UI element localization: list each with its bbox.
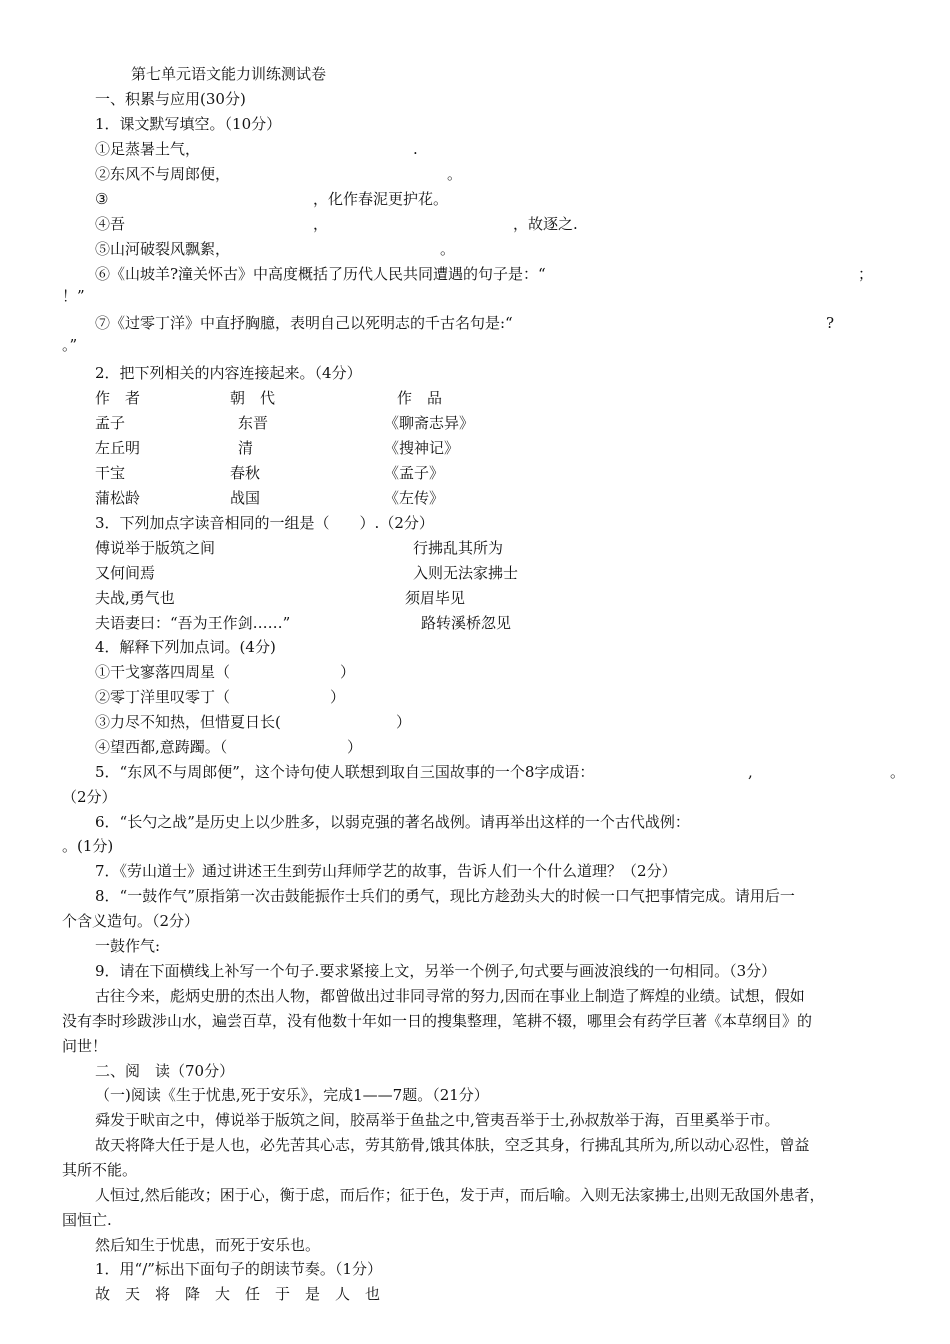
question-title: 2．把下列相关的内容连接起来。（4分） [95, 364, 362, 382]
fill-item: ④吾 [95, 215, 126, 233]
fill-item: ②东风不与周郎便， [95, 165, 231, 183]
subsection-heading: （一)阅读《生于忧患,死于安乐》，完成1——7题。（21分） [95, 1086, 489, 1104]
passage-line: 故天将降大任于是人也，必先苦其心志，劳其筋骨,饿其体肤，空乏其身，行拂乱其所为,所以动心忍性，曾益 [95, 1136, 810, 1154]
option-right: 须眉毕见 [405, 589, 466, 607]
fill-item-end: 。 [447, 165, 463, 183]
fill-item: ⑤山河破裂风飘絮， [95, 240, 231, 258]
option-left: 夫语妻曰：“吾为王作剑……” [95, 614, 291, 632]
fill-item: ③ [95, 190, 109, 208]
passage-line: 国恒亡. [62, 1211, 112, 1229]
explain-item: ①干戈寥落四周星（ [95, 663, 231, 681]
page-title: 第七单元语文能力训练测试卷 [131, 65, 327, 83]
fill-item-end: 。” [62, 336, 78, 354]
fill-item: ①足蒸暑土气， [95, 140, 201, 158]
match-author: 蒲松龄 [95, 489, 141, 507]
fill-item-end: ，故逐之. [513, 215, 578, 233]
section-heading: 二、阅 读（70分） [95, 1062, 235, 1080]
question-score: （2分） [62, 788, 117, 806]
paragraph-line: 问世！ [62, 1037, 108, 1055]
match-work: 《搜神记》 [384, 439, 460, 457]
match-work: 《孟子》 [384, 464, 445, 482]
explain-close: ） [347, 738, 363, 756]
question-title: 3．下列加点字读音相同的一组是（ ）.（2分） [95, 514, 434, 532]
question-score: 。(1分) [62, 837, 114, 855]
question-text: 6．“长勺之战”是历史上以少胜多，以弱克强的著名战例。请再举出这样的一个古代战例： [95, 813, 690, 831]
fill-item-mid: ； [858, 265, 874, 283]
fill-item-end: 。 [440, 240, 456, 258]
column-header: 朝 代 [230, 389, 276, 407]
option-right: 入则无法家拂士 [413, 564, 519, 582]
fill-item-end: . [413, 140, 418, 158]
fill-item-mid: ? [826, 314, 835, 332]
fill-item-mid: ， [313, 215, 329, 233]
option-left: 又何间焉 [95, 564, 156, 582]
match-dynasty: 清 [238, 439, 254, 457]
match-work: 《聊斋志异》 [384, 414, 475, 432]
passage-line: 舜发于畎亩之中，傅说举于版筑之间，胶鬲举于鱼盐之中,管夷吾举于士,孙叔敖举于海，百里奚举于市。 [95, 1111, 780, 1129]
match-author: 左丘明 [95, 439, 141, 457]
match-work: 《左传》 [384, 489, 445, 507]
question-title: 1．课文默写填空。（10分） [95, 115, 282, 133]
paragraph-line: 古往今来，彪炳史册的杰出人物，都曾做出过非同寻常的努力,因而在事业上制造了辉煌的业绩。试想，假如 [95, 987, 805, 1005]
match-author: 干宝 [95, 464, 126, 482]
question-title: 1．用“/”标出下面句子的朗读节奏。（1分） [95, 1260, 382, 1278]
paragraph-line: 没有李时珍跋涉山水，遍尝百草，没有他数十年如一日的搜集整理，笔耕不辍，哪里会有药学巨著《本草纲目》的 [62, 1012, 813, 1030]
answer-label: 一鼓作气: [95, 937, 161, 955]
explain-close: ） [396, 713, 412, 731]
section-heading: 一、积累与应用(30分) [95, 90, 246, 108]
question-text: 8．“一鼓作气”原指第一次击鼓能振作士兵们的勇气，现比方趁劲头大的时候一口气把事情完成。请用后一 [95, 887, 795, 905]
question-blank-end: 。 [890, 763, 906, 781]
fill-item-end: ！” [62, 287, 85, 305]
question-text: 9．请在下面横线上补写一个句子.要求紧接上文，另举一个例子,句式要与画波浪线的一句相同。（3分） [95, 962, 777, 980]
question-title: 4．解释下列加点词。(4分) [95, 638, 276, 656]
column-header: 作 者 [95, 389, 141, 407]
explain-close: ） [340, 663, 356, 681]
fill-item-end: ，化作春泥更护花。 [313, 190, 449, 208]
explain-item: ②零丁洋里叹零丁（ [95, 688, 231, 706]
match-author: 孟子 [95, 414, 126, 432]
option-right: 行拂乱其所为 [413, 539, 504, 557]
passage-line: 其所不能。 [62, 1161, 138, 1179]
question-blank-sep: , [748, 763, 753, 781]
passage-line: 然后知生于忧患，而死于安乐也。 [95, 1236, 321, 1254]
question-text-cont: 个含义造句。（2分） [62, 912, 200, 930]
match-dynasty: 春秋 [230, 464, 261, 482]
question-text: 5．“东风不与周郎便”，这个诗句使人联想到取自三国故事的一个8字成语： [95, 763, 595, 781]
match-dynasty: 东晋 [238, 414, 269, 432]
explain-close: ） [330, 688, 346, 706]
explain-item: ③力尽不知热，但惜夏日长( [95, 713, 281, 731]
rhythm-sentence: 故天将降大任于是人也 [95, 1285, 396, 1303]
fill-item: ⑥《山坡羊?潼关怀古》中高度概括了历代人民共同遭遇的句子是：“ [95, 265, 546, 283]
column-header: 作 品 [397, 389, 443, 407]
option-left: 夫战,勇气也 [95, 589, 175, 607]
fill-item: ⑦《过零丁洋》中直抒胸臆，表明自己以死明志的千古名句是:“ [95, 314, 513, 332]
passage-line: 人恒过,然后能改；困于心，衡于虑，而后作；征于色，发于声，而后喻。入则无法家拂士,出则无敌国外患者， [95, 1186, 825, 1204]
option-left: 傅说举于版筑之间 [95, 539, 216, 557]
explain-item: ④望西都,意踌躅。（ [95, 738, 228, 756]
match-dynasty: 战国 [230, 489, 261, 507]
question-text: 7．《劳山道士》通过讲述王生到劳山拜师学艺的故事，告诉人们一个什么道理？（2分） [95, 862, 677, 880]
option-right: 路转溪桥忽见 [421, 614, 512, 632]
